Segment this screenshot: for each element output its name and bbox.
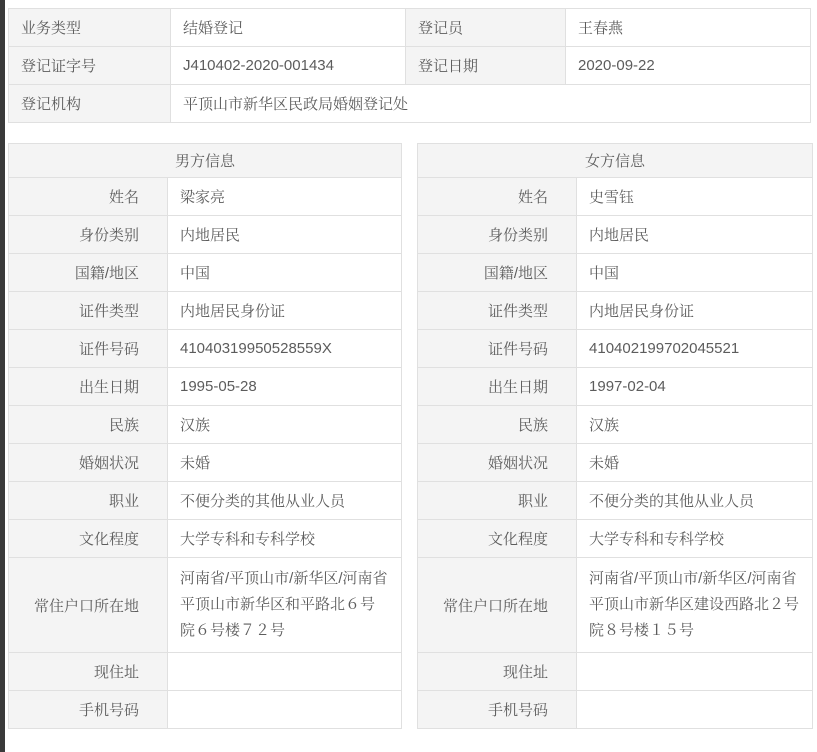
table-row <box>418 330 813 368</box>
field-value: 河南省/平顶山市/新华区/河南省平顶山市新华区和平路北６号院６号楼７２号 <box>168 558 402 653</box>
table-row <box>418 406 813 444</box>
table-row <box>9 216 402 254</box>
table-row <box>9 330 402 368</box>
field-value: 内地居民身份证 <box>577 292 813 330</box>
table-row <box>418 254 813 292</box>
field-value: 河南省/平顶山市/新华区/河南省平顶山市新华区建设西路北２号院８号楼１５号 <box>577 558 813 653</box>
field-label: 证件类型 <box>418 292 577 330</box>
table-row <box>418 444 813 482</box>
female-info-table <box>417 143 813 729</box>
field-label: 文化程度 <box>9 520 168 558</box>
business-type-label: 业务类型 <box>9 9 171 47</box>
field-label: 职业 <box>9 482 168 520</box>
field-label: 文化程度 <box>418 520 577 558</box>
field-label: 常住户口所在地 <box>9 558 168 653</box>
field-label: 婚姻状况 <box>9 444 168 482</box>
record-view <box>8 8 810 729</box>
field-value: 汉族 <box>577 406 813 444</box>
male-info-title: 男方信息 <box>9 144 402 178</box>
table-row <box>418 653 813 691</box>
table-row <box>9 444 402 482</box>
female-info-title: 女方信息 <box>418 144 813 178</box>
field-value: 内地居民 <box>168 216 402 254</box>
table-row <box>9 292 402 330</box>
table-row <box>9 9 811 47</box>
field-value <box>168 691 402 729</box>
field-value <box>168 653 402 691</box>
field-value: 史雪钰 <box>577 178 813 216</box>
field-label: 国籍/地区 <box>9 254 168 292</box>
table-row <box>418 144 813 178</box>
agency-value: 平顶山市新华区民政局婚姻登记处 <box>171 85 811 123</box>
field-value: 梁家亮 <box>168 178 402 216</box>
table-row <box>418 558 813 653</box>
field-value: 内地居民身份证 <box>168 292 402 330</box>
field-label: 身份类别 <box>9 216 168 254</box>
field-label: 证件号码 <box>418 330 577 368</box>
window-left-edge <box>0 0 5 752</box>
male-info-table <box>8 143 402 729</box>
field-value <box>577 691 813 729</box>
field-value: 中国 <box>168 254 402 292</box>
registrar-label: 登记员 <box>406 9 566 47</box>
table-row <box>9 254 402 292</box>
field-label: 姓名 <box>418 178 577 216</box>
field-label: 民族 <box>9 406 168 444</box>
table-row <box>9 558 402 653</box>
table-row <box>418 216 813 254</box>
field-label: 证件号码 <box>9 330 168 368</box>
cert-no-label: 登记证字号 <box>9 47 171 85</box>
field-value: 1995-05-28 <box>168 368 402 406</box>
field-label: 现住址 <box>9 653 168 691</box>
field-value: 大学专科和专科学校 <box>168 520 402 558</box>
table-row <box>9 482 402 520</box>
field-value: 汉族 <box>168 406 402 444</box>
reg-date-label: 登记日期 <box>406 47 566 85</box>
table-row <box>9 653 402 691</box>
field-label: 职业 <box>418 482 577 520</box>
table-row <box>418 520 813 558</box>
field-label: 身份类别 <box>418 216 577 254</box>
agency-label: 登记机构 <box>9 85 171 123</box>
field-label: 国籍/地区 <box>418 254 577 292</box>
field-label: 证件类型 <box>9 292 168 330</box>
business-type-value: 结婚登记 <box>171 9 406 47</box>
parties-section <box>8 143 810 729</box>
table-row <box>9 368 402 406</box>
reg-date-value: 2020-09-22 <box>566 47 811 85</box>
field-label: 出生日期 <box>9 368 168 406</box>
field-value: 大学专科和专科学校 <box>577 520 813 558</box>
cert-no-value: J410402-2020-001434 <box>171 47 406 85</box>
field-label: 民族 <box>418 406 577 444</box>
registrar-value: 王春燕 <box>566 9 811 47</box>
field-value: 410402199702045521 <box>577 330 813 368</box>
table-row <box>9 47 811 85</box>
field-value: 未婚 <box>577 444 813 482</box>
table-row <box>9 85 811 123</box>
field-value: 未婚 <box>168 444 402 482</box>
field-label: 手机号码 <box>9 691 168 729</box>
table-row <box>9 691 402 729</box>
table-row <box>9 178 402 216</box>
field-value: 1997-02-04 <box>577 368 813 406</box>
field-label: 现住址 <box>418 653 577 691</box>
field-label: 手机号码 <box>418 691 577 729</box>
table-row <box>418 292 813 330</box>
field-label: 婚姻状况 <box>418 444 577 482</box>
field-value: 不便分类的其他从业人员 <box>168 482 402 520</box>
field-value: 中国 <box>577 254 813 292</box>
field-label: 姓名 <box>9 178 168 216</box>
field-label: 常住户口所在地 <box>418 558 577 653</box>
table-row <box>418 178 813 216</box>
table-row <box>9 144 402 178</box>
field-value: 不便分类的其他从业人员 <box>577 482 813 520</box>
table-row <box>9 406 402 444</box>
field-value: 内地居民 <box>577 216 813 254</box>
summary-table <box>8 8 811 123</box>
field-label: 出生日期 <box>418 368 577 406</box>
table-row <box>418 482 813 520</box>
table-row <box>418 368 813 406</box>
table-row <box>418 691 813 729</box>
field-value <box>577 653 813 691</box>
field-value: 41040319950528559X <box>168 330 402 368</box>
table-row <box>9 520 402 558</box>
